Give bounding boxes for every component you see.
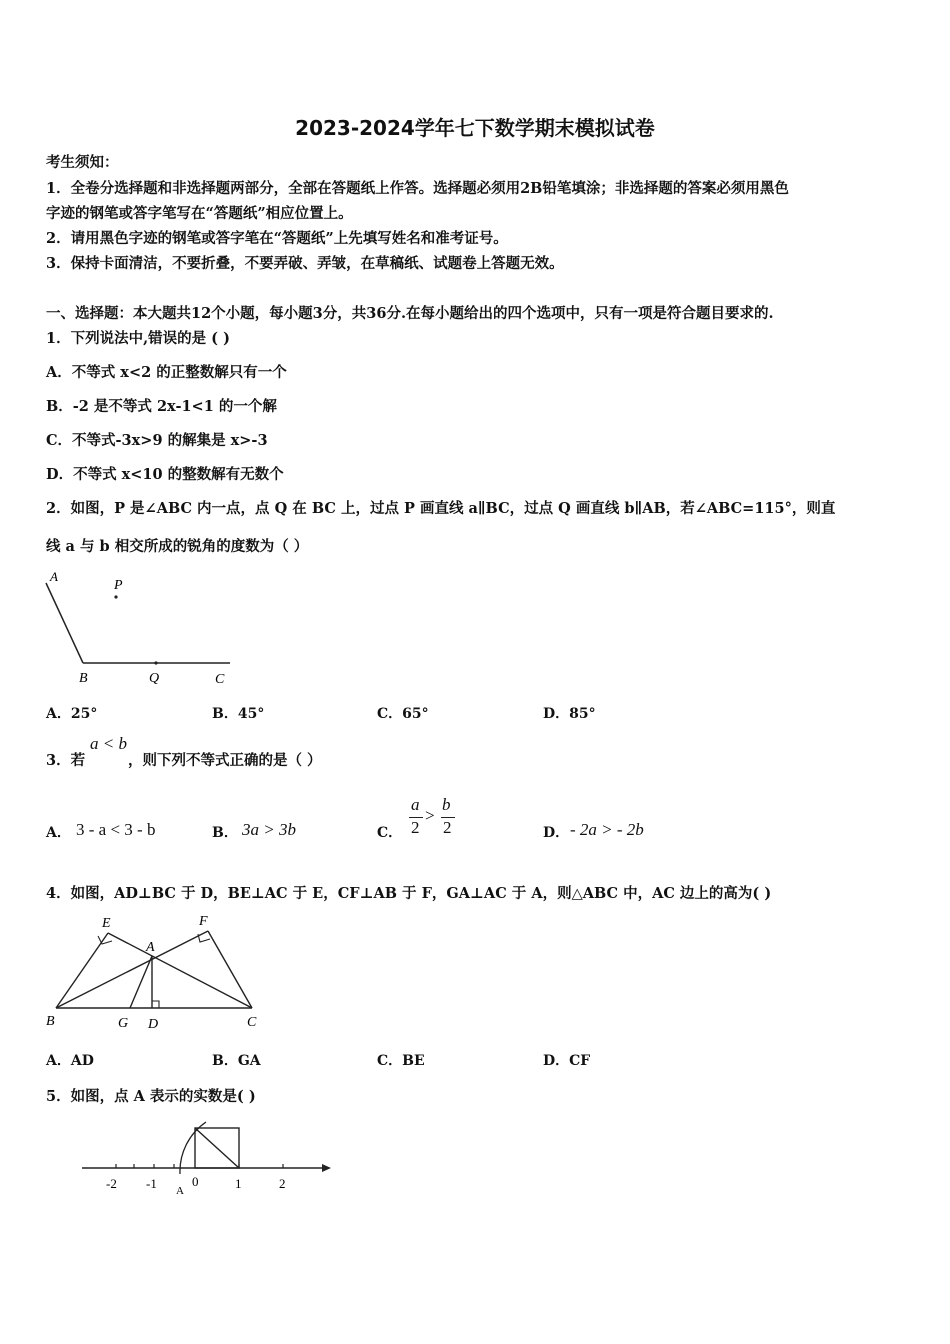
q5-stem: 5．如图，点 A 表示的实数是( ) — [46, 1088, 256, 1105]
q2-option-a: A．25° — [46, 706, 98, 722]
q2-line-ab — [46, 583, 83, 663]
q1-option-b: B．-2 是不等式 2x-1<1 的一个解 — [46, 398, 277, 415]
q4-label-e: E — [102, 916, 111, 931]
notice-heading: 考生须知： — [46, 154, 119, 171]
q3-stem-suffix: ，则下列不等式正确的是（ ） — [128, 752, 322, 769]
q3-option-b-label: B． — [212, 825, 238, 841]
q5-arc — [180, 1122, 206, 1174]
q4-option-b: B．GA — [212, 1053, 261, 1069]
q3-c-denominator-2: 2 — [443, 818, 452, 837]
q2-option-d: D．85° — [543, 706, 596, 722]
notice-line-1a: 1．全卷分选择题和非选择题两部分，全部在答题纸上作答。选择题必须用2B铅笔填涂；非选择题的答案必须用黑色 — [46, 180, 789, 197]
q5-label-0: 0 — [192, 1174, 199, 1189]
q4-stem: 4．如图，AD⊥BC 于 D，BE⊥AC 于 E，CF⊥AB 于 F，GA⊥AC 于 A，则△ABC 中，AC 边上的高为( ) — [46, 885, 772, 902]
q2-stem-line-2: 线 a 与 b 相交所成的锐角的度数为（ ） — [46, 538, 309, 555]
q2-option-c: C．65° — [377, 706, 429, 722]
q2-figure — [40, 565, 250, 695]
q4-figure — [40, 905, 270, 1033]
q4-line-fb — [56, 931, 208, 1008]
q4-option-c: C．BE — [377, 1053, 425, 1069]
q4-line-ag — [130, 956, 152, 1008]
q5-label-1: 1 — [235, 1176, 242, 1191]
notice-line-3: 3．保持卡面清洁，不要折叠，不要弄破、弄皱，在草稿纸、试题卷上答题无效。 — [46, 255, 564, 272]
q4-label-d: D — [148, 1017, 159, 1032]
q3-option-c-expr — [408, 795, 460, 843]
q1-option-d: D．不等式 x<10 的整数解有无数个 — [46, 466, 284, 483]
q5-figure — [76, 1118, 338, 1202]
q4-option-a: A．AD — [46, 1053, 94, 1069]
q4-label-b: B — [46, 1014, 55, 1029]
page-title: 2023-2024学年七下数学期末模拟试卷 — [295, 116, 655, 140]
q2-label-q: Q — [149, 671, 160, 686]
q1-option-a: A．不等式 x<2 的正整数解只有一个 — [46, 364, 287, 381]
q4-label-a: A — [146, 940, 155, 955]
q2-option-b: B．45° — [212, 706, 265, 722]
q5-label-minus-2: -2 — [106, 1176, 117, 1191]
q2-point-q — [154, 661, 157, 664]
q3-option-d-label: D． — [543, 825, 570, 841]
q2-point-p — [114, 595, 117, 598]
q4-label-f: F — [199, 914, 208, 929]
notice-line-2: 2．请用黑色字迹的钢笔或答字笔在“答题纸”上先填写姓名和准考证号。 — [46, 230, 508, 247]
q1-option-c: C．不等式-3x>9 的解集是 x>-3 — [46, 432, 268, 449]
q3-option-a-expr: 3 - a < 3 - b — [76, 820, 156, 839]
q2-label-b: B — [79, 671, 88, 686]
q3-c-operator: > — [425, 806, 435, 825]
q5-label-minus-1: -1 — [146, 1176, 157, 1191]
q5-diagonal — [195, 1128, 239, 1168]
q5-label-a: A — [176, 1185, 184, 1197]
q4-label-c: C — [247, 1015, 257, 1030]
q3-c-numerator-1: a — [411, 795, 420, 814]
q5-label-2: 2 — [279, 1176, 286, 1191]
q4-line-be — [56, 933, 108, 1008]
q3-option-b-expr: 3a > 3b — [242, 820, 296, 839]
section-1-heading: 一、选择题：本大题共12个小题，每小题3分，共36分.在每小题给出的四个选项中，只有一项是符合题目要求的. — [46, 305, 774, 322]
q4-option-d: D．CF — [543, 1053, 591, 1069]
q2-label-a: A — [50, 569, 58, 584]
q3-stem-prefix: 3．若 — [46, 752, 86, 769]
q3-condition: a < b — [90, 734, 127, 753]
q1-stem: 1．下列说法中,错误的是 ( ) — [46, 330, 230, 347]
q3-option-a-label: A． — [46, 825, 71, 841]
q2-label-p: P — [114, 578, 123, 593]
q3-c-denominator-1: 2 — [411, 818, 420, 837]
q3-option-c-label: C． — [377, 825, 403, 841]
q4-right-angle-d — [152, 1001, 159, 1008]
q2-stem-line-1: 2．如图，P 是∠ABC 内一点，点 Q 在 BC 上，过点 P 画直线 a∥BC，过点 Q 画直线 b∥AB，若∠ABC=115°，则直 — [46, 500, 836, 517]
q2-label-c: C — [215, 672, 225, 687]
notice-line-1b: 字迹的钢笔或答字笔写在“答题纸”相应位置上。 — [46, 205, 353, 222]
q4-label-g: G — [118, 1016, 129, 1031]
q5-axis-arrow — [322, 1164, 331, 1172]
q3-option-d-expr: - 2a > - 2b — [570, 820, 644, 839]
q3-c-numerator-2: b — [442, 795, 451, 814]
